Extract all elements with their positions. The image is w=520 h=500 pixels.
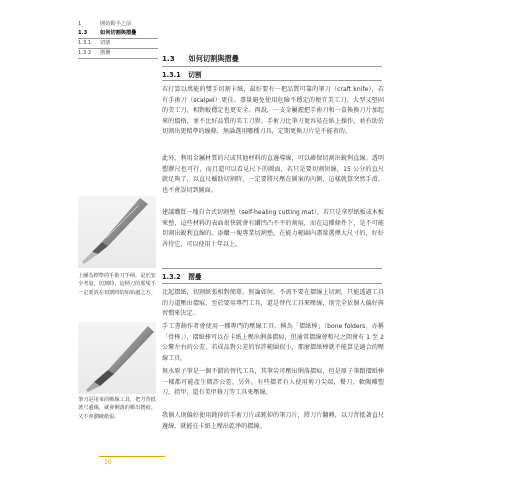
paragraph: 我個人則偏好使用鈍掉的手術刀片或鈍掉的筆刀片，將刀片翻轉，以刀背抵著直尺邊線，就能在卡紙上壓出乾淨的摺線。 — [162, 412, 384, 430]
footer-divider — [99, 456, 165, 457]
paragraph: 建議購買一塊自合式切割墊（self-healing cutting mat），若只是拿厚紙板或木板來墊，這些材料的表面很快就會有纖凹凸不平的割痕，而在這種條件下，是不可能切割出銳利直線的。添購一塊專業切割墊，在能力範圍內盡量選擇大尺寸的，好好善待它，可以使用十年以上。 — [162, 209, 384, 248]
toc-item-folding[interactable] — [78, 49, 158, 59]
section-heading — [162, 54, 239, 64]
toc-label: 摺疊 — [100, 50, 111, 56]
heading-divider — [162, 283, 382, 284]
paragraph: 比起摺紙，切割紙張相對簡單。無論如何，不需不要在摺線上切割，只能透過工具的力道壓出摺痕，至於要用專門工具，還是替代工具來壓線，則完全依個人偏好與習慣來決定。 — [162, 289, 384, 318]
scalpel-photo — [78, 196, 156, 268]
toc-number: 1.3.1 — [78, 40, 92, 46]
craft-knife-photo — [78, 322, 156, 394]
heading-divider — [162, 80, 382, 81]
toc-number: 1.3.2 — [78, 50, 92, 56]
craft-knife-icon — [78, 322, 156, 394]
subsection-title: 切割 — [188, 71, 202, 79]
paragraph: 手工書創作者會使用一種專門的壓線工具，稱為「摺紙棒」（bone folders，亦稱「骨棒」），摺紙棒可以在卡紙上壓出俐落摺痕，但通常摺線會和尺之間會有 1 至 2 公釐左右的公差，若成品對公差的容許範圍很小，那麼摺紙棒就不能算是適合的壓線工具。 — [162, 323, 384, 362]
paragraph: 此外，利用金屬材質的尺或其他材料的直邊導線，可以確保切割出銳利直線。透明塑膠尺也可行，而且還可以看見尺下的圖面，若只是要切割短線，15 公分的直尺就足夠了，以直尺輔助切割時，一定要將尺壓在圖案的內側，這樣就算突然手滑，也不會誤切到圖面。 — [162, 155, 384, 194]
page-number: 10 — [104, 459, 112, 466]
toc-number: 1 — [78, 21, 82, 27]
toc-label: 切割 — [100, 40, 111, 46]
toc-item-chapter[interactable] — [78, 20, 158, 29]
paragraph: 無水原子筆是一個不錯的替代工具，其筆尖可壓出俐落摺痕，但是原子筆跟摺紙棒一樣都可能產生微許公差，另外，有些摺者有人使用剪刀尖端，餐刀，軟陶雕塑刀，指甲，還有美甲修刀等工具來壓線。 — [162, 368, 384, 397]
photo-caption: 上圖為標準的手術刀手柄，是於安全考量，切割時，這柄刀的那隻手一定要放在切割時的始始處之方。 — [78, 273, 156, 296]
subsection-number: 1.3.2 — [162, 273, 181, 281]
scalpel-icon — [78, 196, 156, 268]
subsection-heading-folding — [162, 271, 201, 281]
heading-divider — [162, 268, 382, 269]
section-number: 1.3 — [162, 54, 175, 63]
toc-label: 開始動手之前 — [100, 21, 132, 27]
table-of-contents — [78, 20, 158, 59]
section-title: 如何切割與摺疊 — [188, 54, 239, 63]
toc-item-section[interactable] — [78, 29, 158, 39]
toc-number: 1.3 — [78, 30, 88, 36]
subsection-number: 1.3.1 — [162, 71, 181, 79]
toc-item-cutting[interactable] — [78, 39, 158, 49]
toc-label: 如何切割與摺疊 — [100, 30, 137, 36]
paragraph: 若打算以萬能的雙手切割卡紙，最好要有一把品質可靠的筆刀（craft knife），若有手術刀（scalpel）更佳。盡量避免使用危險不穩定的便宜美工刀，大型又堅固的美工刀，相對較穩定也更安全。再說，一支金屬握把手術刀和一盒換換刀片加起來的價格，並不比好品質的美工刀貴。手術刀比筆刀更容易在紙上操作，並有助於切割出更精準的線條，無論選用哪種刀具，定期更換刀片是不能省的。 — [162, 86, 384, 136]
subsection-heading-cutting — [162, 69, 201, 79]
subsection-title: 摺疊 — [188, 273, 202, 281]
photo-caption: 筆刀是用來的壓線工具，把刀背抵著尺邊線，就會俐落的壓出摺痕。又不會劃破紙張。 — [78, 397, 156, 420]
heading-divider — [162, 66, 382, 67]
